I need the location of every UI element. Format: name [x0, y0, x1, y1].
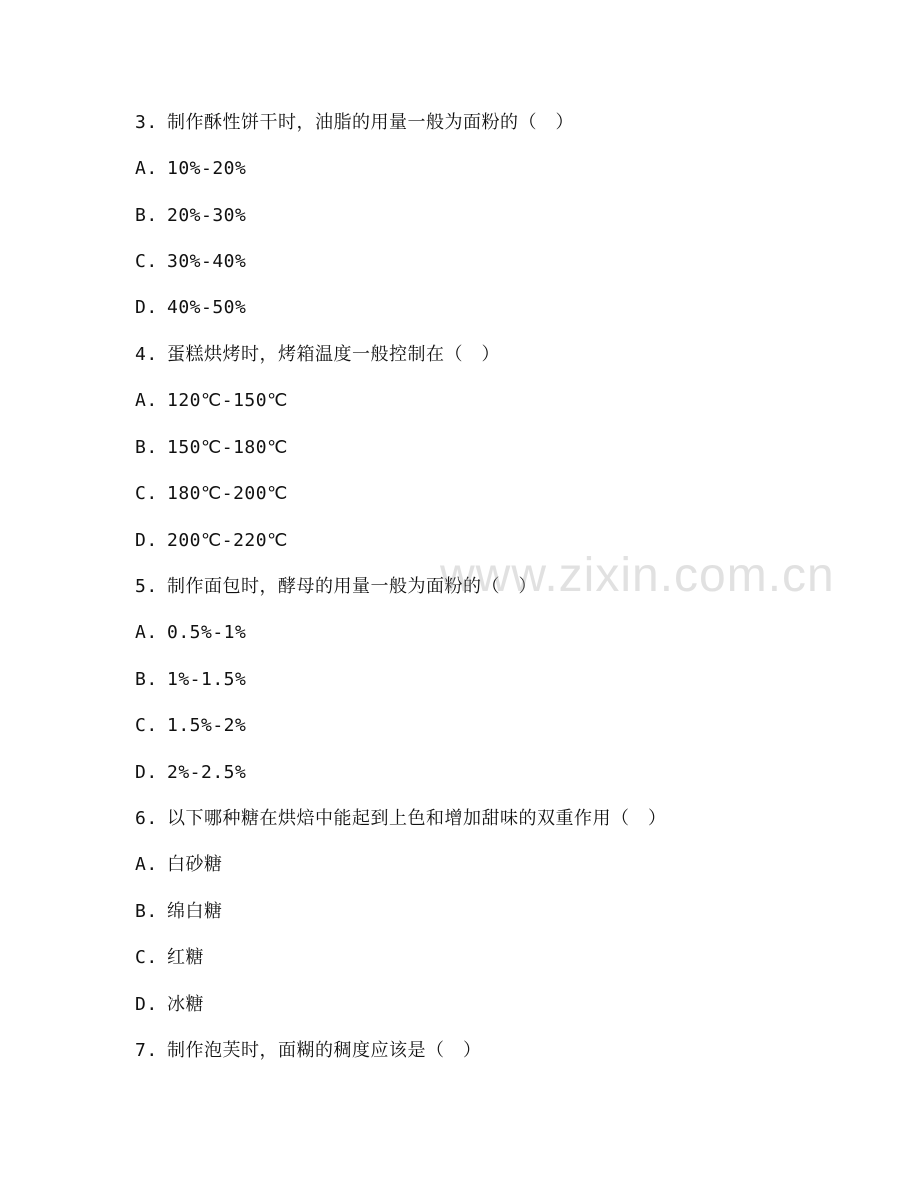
question-text: 蛋糕烘烤时，烤箱温度一般控制在（ ） [167, 344, 500, 365]
option-text: 白砂糖 [167, 854, 223, 875]
option-3a [135, 157, 246, 181]
option-text: 2%-2.5% [167, 762, 247, 783]
option-letter: C. [135, 251, 158, 272]
option-text: 1%-1.5% [167, 669, 247, 690]
option-3b [135, 204, 246, 228]
question-number: 7. [135, 1040, 158, 1061]
option-text: 红糖 [167, 947, 204, 968]
option-letter: B. [135, 669, 158, 690]
option-text: 200℃-220℃ [167, 530, 288, 551]
option-3c [135, 250, 246, 274]
option-text: 0.5%-1% [167, 622, 247, 643]
option-letter: C. [135, 715, 158, 736]
option-text: 30%-40% [167, 251, 247, 272]
option-letter: D. [135, 530, 158, 551]
question-number: 3. [135, 112, 158, 133]
option-letter: A. [135, 158, 158, 179]
option-text: 冰糖 [167, 994, 204, 1015]
option-4a [135, 389, 288, 413]
option-letter: B. [135, 901, 158, 922]
option-letter: D. [135, 762, 158, 783]
option-letter: A. [135, 390, 158, 411]
option-text: 120℃-150℃ [167, 390, 288, 411]
option-6c [135, 946, 204, 970]
option-letter: C. [135, 947, 158, 968]
option-letter: B. [135, 437, 158, 458]
option-letter: D. [135, 994, 158, 1015]
question-3 [135, 111, 574, 135]
option-text: 20%-30% [167, 205, 247, 226]
question-4 [135, 343, 500, 367]
option-3d [135, 296, 246, 320]
option-6d [135, 993, 204, 1017]
option-5d [135, 761, 246, 785]
question-6 [135, 807, 667, 831]
option-letter: C. [135, 483, 158, 504]
question-number: 6. [135, 808, 158, 829]
option-5c [135, 714, 246, 738]
question-text: 制作酥性饼干时，油脂的用量一般为面粉的（ ） [167, 112, 574, 133]
option-4b [135, 436, 288, 460]
option-4d [135, 529, 288, 553]
option-text: 绵白糖 [167, 901, 223, 922]
option-6a [135, 853, 223, 877]
question-7 [135, 1039, 482, 1063]
option-text: 150℃-180℃ [167, 437, 288, 458]
question-text: 以下哪种糖在烘焙中能起到上色和增加甜味的双重作用（ ） [167, 808, 667, 829]
option-4c [135, 482, 288, 506]
option-6b [135, 900, 223, 924]
option-5b [135, 668, 246, 692]
option-5a [135, 621, 246, 645]
option-letter: A. [135, 622, 158, 643]
question-text: 制作面包时，酵母的用量一般为面粉的（ ） [167, 576, 537, 597]
option-letter: D. [135, 297, 158, 318]
option-text: 180℃-200℃ [167, 483, 288, 504]
question-number: 4. [135, 344, 158, 365]
option-text: 40%-50% [167, 297, 247, 318]
option-text: 1.5%-2% [167, 715, 247, 736]
option-letter: A. [135, 854, 158, 875]
option-letter: B. [135, 205, 158, 226]
question-text: 制作泡芙时，面糊的稠度应该是（ ） [167, 1040, 482, 1061]
option-text: 10%-20% [167, 158, 247, 179]
question-number: 5. [135, 576, 158, 597]
watermark: www.zixin.com.cn [440, 549, 835, 602]
